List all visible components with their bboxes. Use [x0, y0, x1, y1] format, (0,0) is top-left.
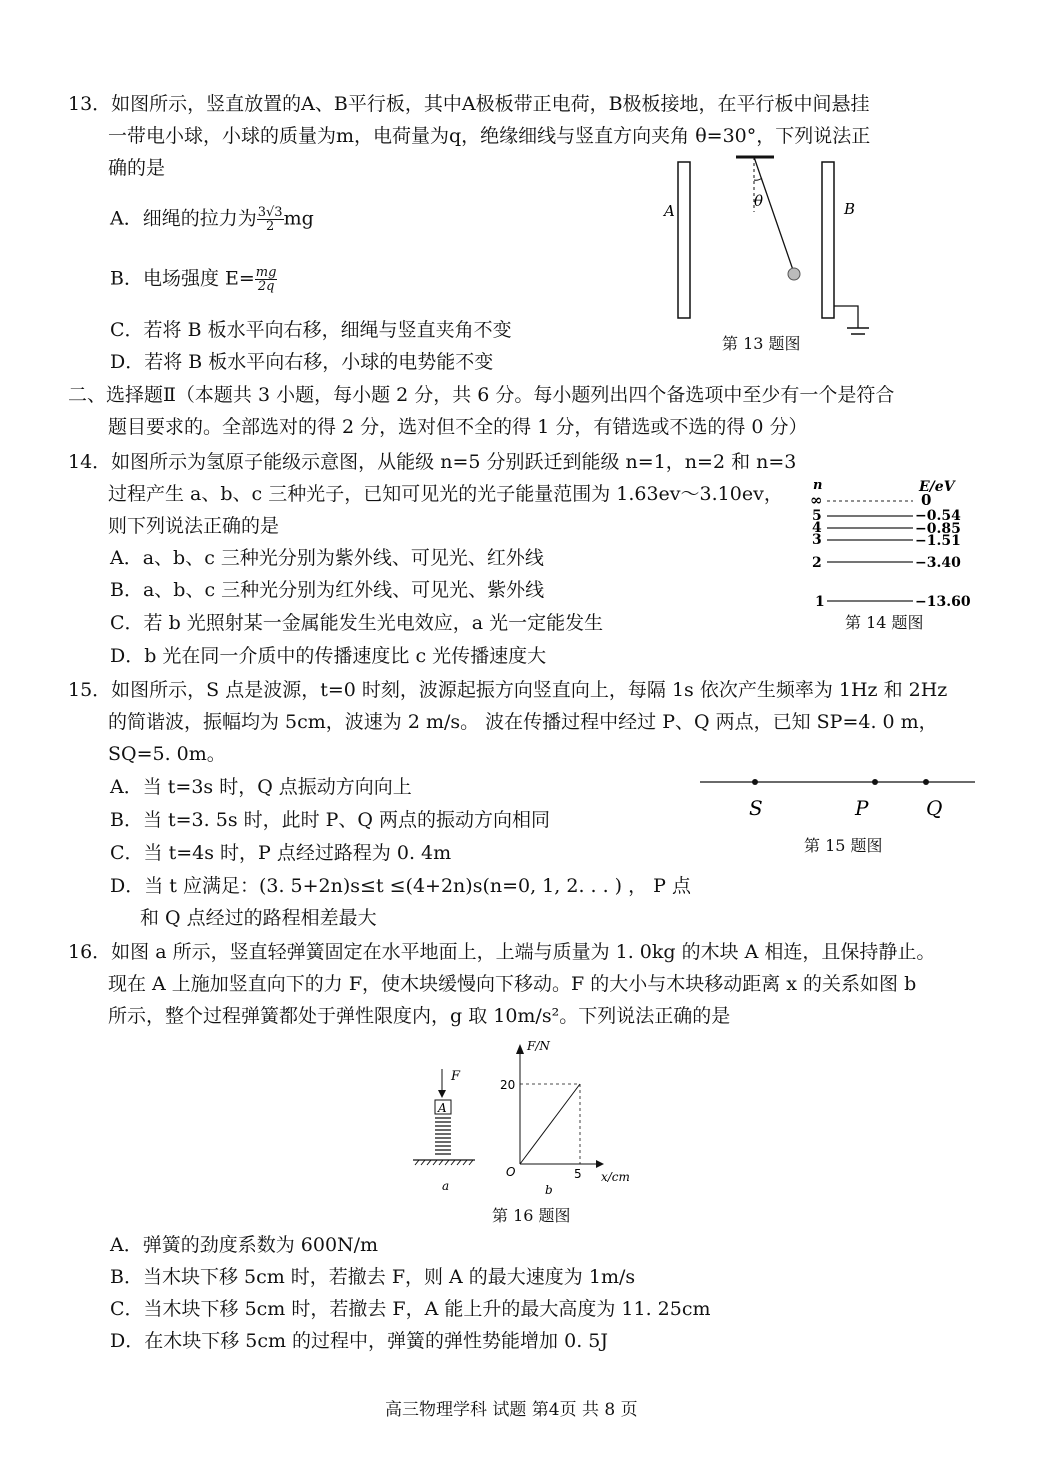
q15-line3: SQ=5. 0m。 [108, 743, 226, 765]
q13-option-a-numerator: 3√3 [257, 205, 283, 220]
q13-option-b-numerator: mg [255, 265, 277, 280]
n-header: n [813, 478, 823, 493]
level-3-e: −1.51 [915, 533, 961, 549]
q15-wave-line-figure [695, 770, 980, 830]
q13-line1: 13．如图所示，竖直放置的A、B平行板，其中A极板带正电荷，B极板接地，在平行板中间悬挂 [68, 93, 870, 115]
theta-label: θ [754, 192, 764, 210]
q14-line3: 则下列说法正确的是 [108, 515, 280, 537]
level-4-e: −0.85 [915, 521, 961, 537]
q14-caption: 第 14 题图 [845, 613, 924, 632]
force-arrow-head [438, 1090, 446, 1098]
q13-option-b-fraction [255, 266, 278, 293]
level-3-n: 3 [812, 532, 822, 548]
q15-option-b: B．当 t=3. 5s 时，此时 P、Q 两点的振动方向相同 [110, 809, 551, 831]
q13-option-a-text: A．细绳的拉力为 [110, 207, 257, 230]
point-p-dot [872, 779, 878, 785]
q15-option-d-line2: 和 Q 点经过的路程相差最大 [140, 907, 377, 929]
q13-option-a [110, 206, 314, 233]
q16-option-d: D．在木块下移 5cm 的过程中，弹簧的弹性势能增加 0. 5J [110, 1330, 608, 1352]
y-tick-label: 20 [500, 1078, 516, 1092]
q14-energy-level-diagram [805, 476, 990, 611]
spring [435, 1118, 451, 1154]
q13-option-a-denominator: 2 [266, 219, 275, 234]
level-5-e: −0.54 [915, 508, 961, 524]
x-axis-label: x/cm [601, 1170, 630, 1184]
page-footer: 高三物理学科 试题 第4页 共 8 页 [385, 1400, 638, 1420]
energy-header: E/eV [919, 479, 955, 495]
q14-line2: 过程产生 a、b、c 三种光子，已知可见光的光子能量范围为 1.63ev～3.10ev， [108, 483, 783, 505]
y-axis-label: F/N [527, 1039, 550, 1053]
figure-b-label: b [545, 1183, 553, 1197]
q16-figure [405, 1036, 645, 1201]
x-tick-label: 5 [574, 1167, 582, 1181]
q13-caption: 第 13 题图 [722, 334, 801, 353]
ground-wire [834, 306, 858, 328]
q16-option-c: C．当木块下移 5cm 时，若撤去 F，A 能上升的最大高度为 11. 25cm [110, 1298, 711, 1320]
q16-option-b: B．当木块下移 5cm 时，若撤去 F，则 A 的最大速度为 1m/s [110, 1266, 636, 1288]
force-label: F [451, 1069, 461, 1084]
q15-caption: 第 15 题图 [804, 836, 883, 855]
point-q-dot [923, 779, 929, 785]
y-axis-arrow [516, 1044, 524, 1054]
plate-a-label: A [664, 202, 675, 220]
x-axis-arrow [596, 1160, 604, 1168]
section2-header-line2: 题目要求的。全部选对的得 2 分，选对但不全的得 1 分，有错选或不选的得 0 分） [108, 416, 808, 438]
q13-line2: 一带电小球，小球的质量为m，电荷量为q，绝缘细线与竖直方向夹角 θ=30°，下列说法正 [108, 125, 871, 147]
q13-option-b-denominator: 2q [257, 279, 275, 294]
plate-b-label: B [844, 200, 856, 218]
angle-arc [754, 178, 762, 180]
level-1-e: −13.60 [915, 594, 971, 610]
point-q-label: Q [926, 796, 943, 820]
q13-option-b-text: B．电场强度 E= [110, 267, 255, 290]
level-4-n: 4 [812, 520, 822, 536]
q16-line2: 现在 A 上施加竖直向下的力 F，使木块缓慢向下移动。F 的大小与木块移动距离 x 的关系如图 b [108, 973, 917, 995]
q13-option-b [110, 266, 277, 293]
plate-b [822, 162, 834, 318]
charged-ball [788, 268, 800, 280]
q13-figure [650, 152, 890, 352]
q16-line1: 16．如图 a 所示，竖直轻弹簧固定在水平地面上，上端与质量为 1. 0kg 的木块 A 相连，且保持静止。 [68, 941, 936, 963]
level-2-e: −3.40 [915, 555, 961, 571]
q13-option-a-fraction [257, 206, 284, 233]
section2-header-line1: 二、选择题Ⅱ（本题共 3 小题，每小题 2 分，共 6 分。每小题列出四个备选项中至少有一个是符合 [68, 384, 895, 406]
q15-line2: 的简谐波，振幅均为 5cm，波速为 2 m/s。 波在传播过程中经过 P、Q 两点，已知 SP=4. 0 m， [108, 711, 938, 733]
level-inf-n: ∞ [810, 491, 823, 509]
q14-line1: 14．如图所示为氢原子能级示意图，从能级 n=5 分别跃迁到能级 n=1，n=2 和 n=3 [68, 451, 797, 473]
point-s-label: S [749, 796, 763, 820]
plate-a [678, 162, 690, 318]
q16-option-a: A．弹簧的劲度系数为 600N/m [110, 1234, 379, 1256]
q15-option-d-line1: D．当 t 应满足：(3. 5+2n)s≤t ≤(4+2n)s(n=0, 1, 2. . . ) ， P 点 [110, 875, 691, 897]
q15-option-c: C．当 t=4s 时，P 点经过路程为 0. 4m [110, 842, 452, 864]
pendulum-string [754, 157, 793, 270]
point-s-dot [752, 779, 758, 785]
q14-option-d: D．b 光在同一介质中的传播速度比 c 光传播速度大 [110, 645, 547, 667]
point-p-label: P [855, 796, 869, 820]
q15-option-a: A．当 t=3s 时，Q 点振动方向向上 [110, 776, 412, 798]
q16-line3: 所示，整个过程弹簧都处于弹性限度内，g 取 10m/s²。下列说法正确的是 [108, 1005, 731, 1027]
force-displacement-line [520, 1084, 580, 1164]
origin-label: O [506, 1165, 516, 1179]
figure-a-label: a [442, 1179, 450, 1193]
level-2-n: 2 [812, 555, 822, 571]
q16-caption: 第 16 题图 [492, 1206, 571, 1225]
block-a-label: A [438, 1101, 447, 1115]
q13-option-c: C．若将 B 板水平向右移，细绳与竖直夹角不变 [110, 319, 512, 341]
level-5-n: 5 [812, 508, 822, 524]
q13-line3: 确的是 [108, 157, 166, 179]
q13-option-a-unit: mg [283, 207, 314, 230]
q13-option-d: D．若将 B 板水平向右移，小球的电势能不变 [110, 351, 494, 373]
q14-option-a: A．a、b、c 三种光分别为紫外线、可见光、红外线 [110, 547, 544, 569]
q14-option-c: C．若 b 光照射某一金属能发生光电效应，a 光一定能发生 [110, 612, 604, 634]
level-1-n: 1 [815, 594, 825, 610]
level-inf-e: 0 [921, 491, 932, 509]
ground-hatching [415, 1160, 473, 1165]
q14-option-b: B．a、b、c 三种光分别为红外线、可见光、紫外线 [110, 579, 545, 601]
q15-line1: 15．如图所示，S 点是波源，t=0 时刻，波源起振方向竖直向上，每隔 1s 依次产生频率为 1Hz 和 2Hz [68, 679, 948, 701]
